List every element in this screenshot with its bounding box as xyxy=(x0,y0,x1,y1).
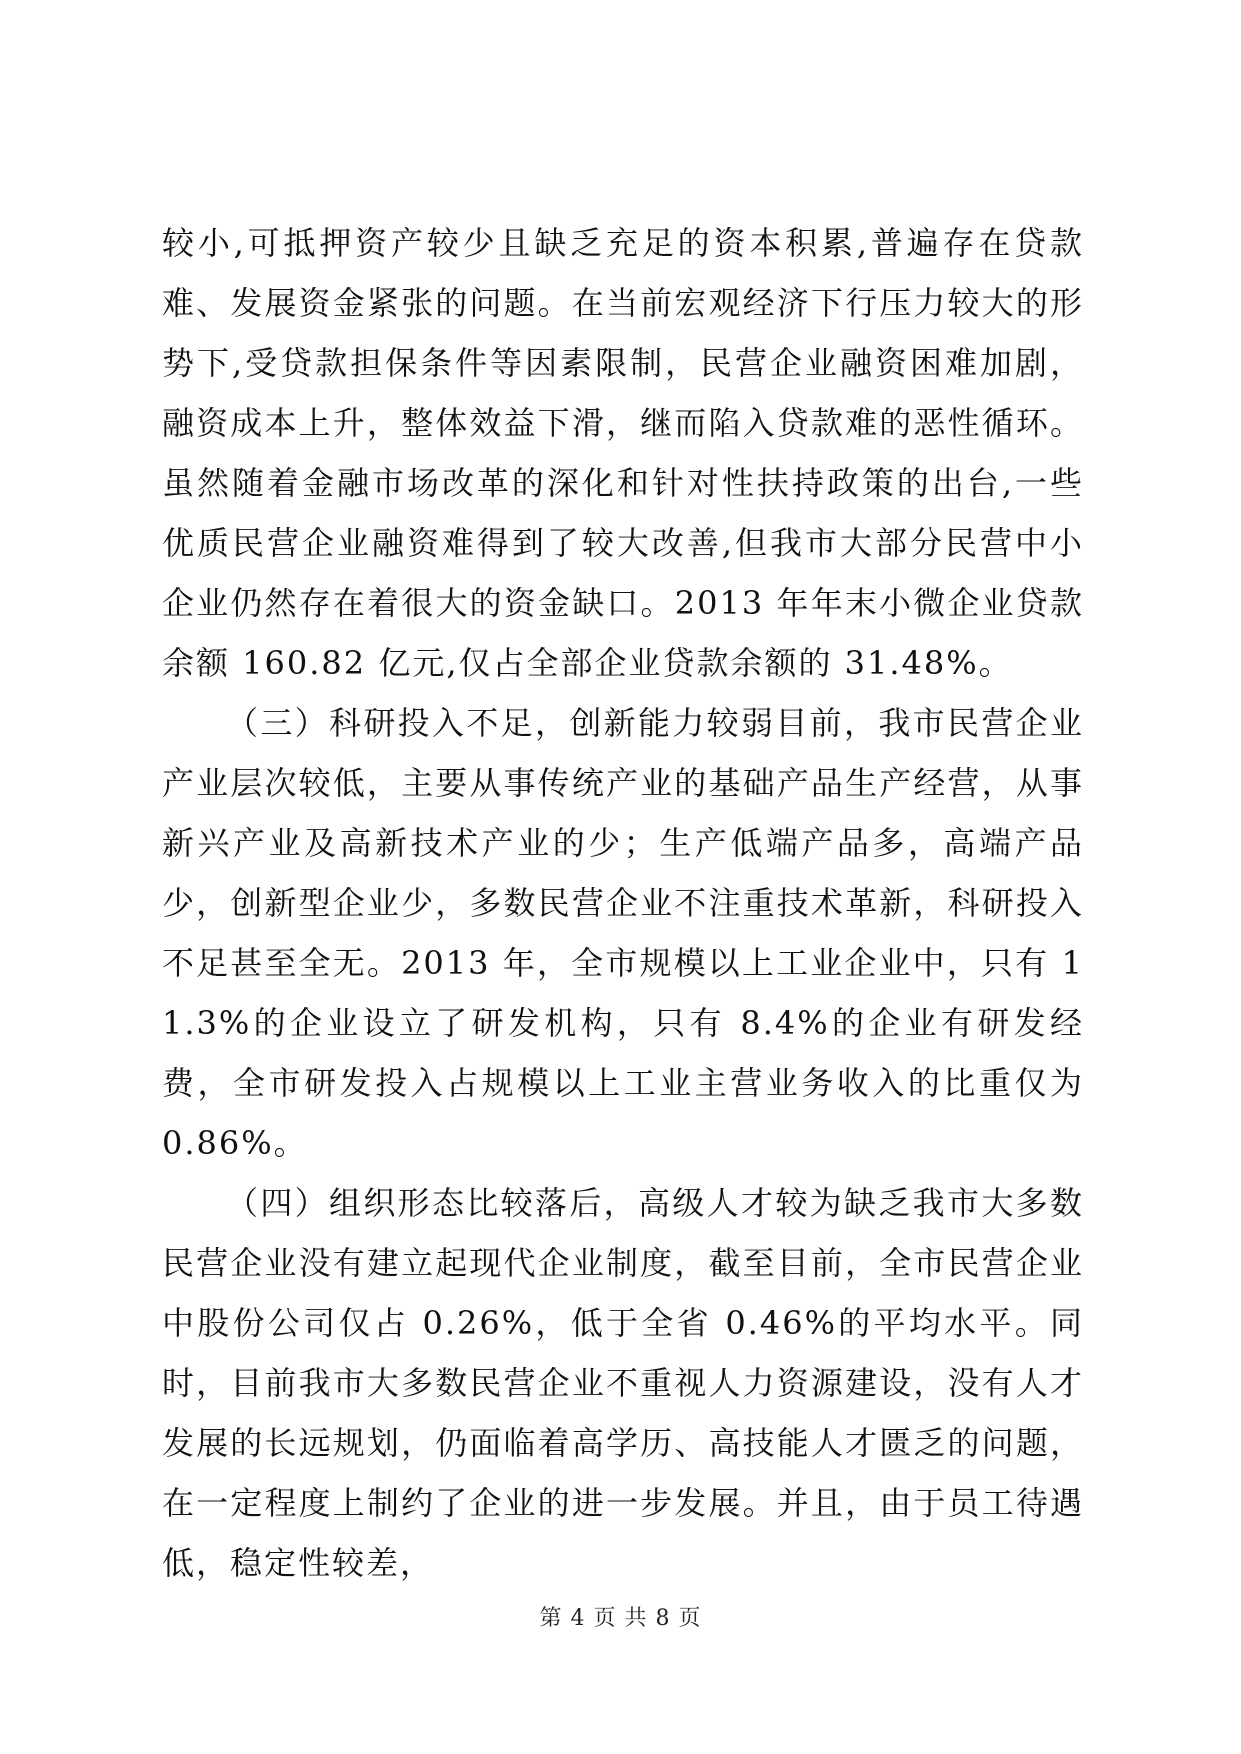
body-text xyxy=(162,213,1084,1593)
paragraph-financing: 较小,可抵押资产较少且缺乏充足的资本积累,普遍存在贷款难、发展资金紧张的问题。在当前宏观经济下行压力较大的形势下,受贷款担保条件等因素限制，民营企业融资困难加剧，融资成本上升，整体效益下滑，继而陷入贷款难的恶性循环。虽然随着金融市场改革的深化和针对性扶持政策的出台,一些优质民营企业融资难得到了较大改善,但我市大部分民营中小企业仍然存在着很大的资金缺口。2013 年年末小微企业贷款余额 160.82 亿元,仅占全部企业贷款余额的 31.48%。 xyxy=(162,224,1084,682)
page-footer: 第 4 页 共 8 页 xyxy=(539,1606,702,1631)
paragraph-research-investment: （三）科研投入不足，创新能力较弱目前，我市民营企业产业层次较低，主要从事传统产业的基础产品生产经营，从事新兴产业及高新技术产业的少；生产低端产品多，高端产品少，创新型企业少，多数民营企业不注重技术革新，科研投入不足甚至全无。2013 年，全市规模以上工业企业中，只有 11.3%的企业设立了研发机构，只有 8.4%的企业有研发经费，全市研发投入占规模以上工业主营业务收入的比重仅为 0.86%。 xyxy=(162,704,1084,1162)
paragraph-organization-talent: （四）组织形态比较落后，高级人才较为缺乏我市大多数民营企业没有建立起现代企业制度，截至目前，全市民营企业中股份公司仅占 0.26%，低于全省 0.46%的平均水平。同时，目前我市大多数民营企业不重视人力资源建设，没有人才发展的长远规划，仍面临着高学历、高技能人才匮乏的问题，在一定程度上制约了企业的进一步发展。并且，由于员工待遇低，稳定性较差， xyxy=(162,1184,1084,1582)
